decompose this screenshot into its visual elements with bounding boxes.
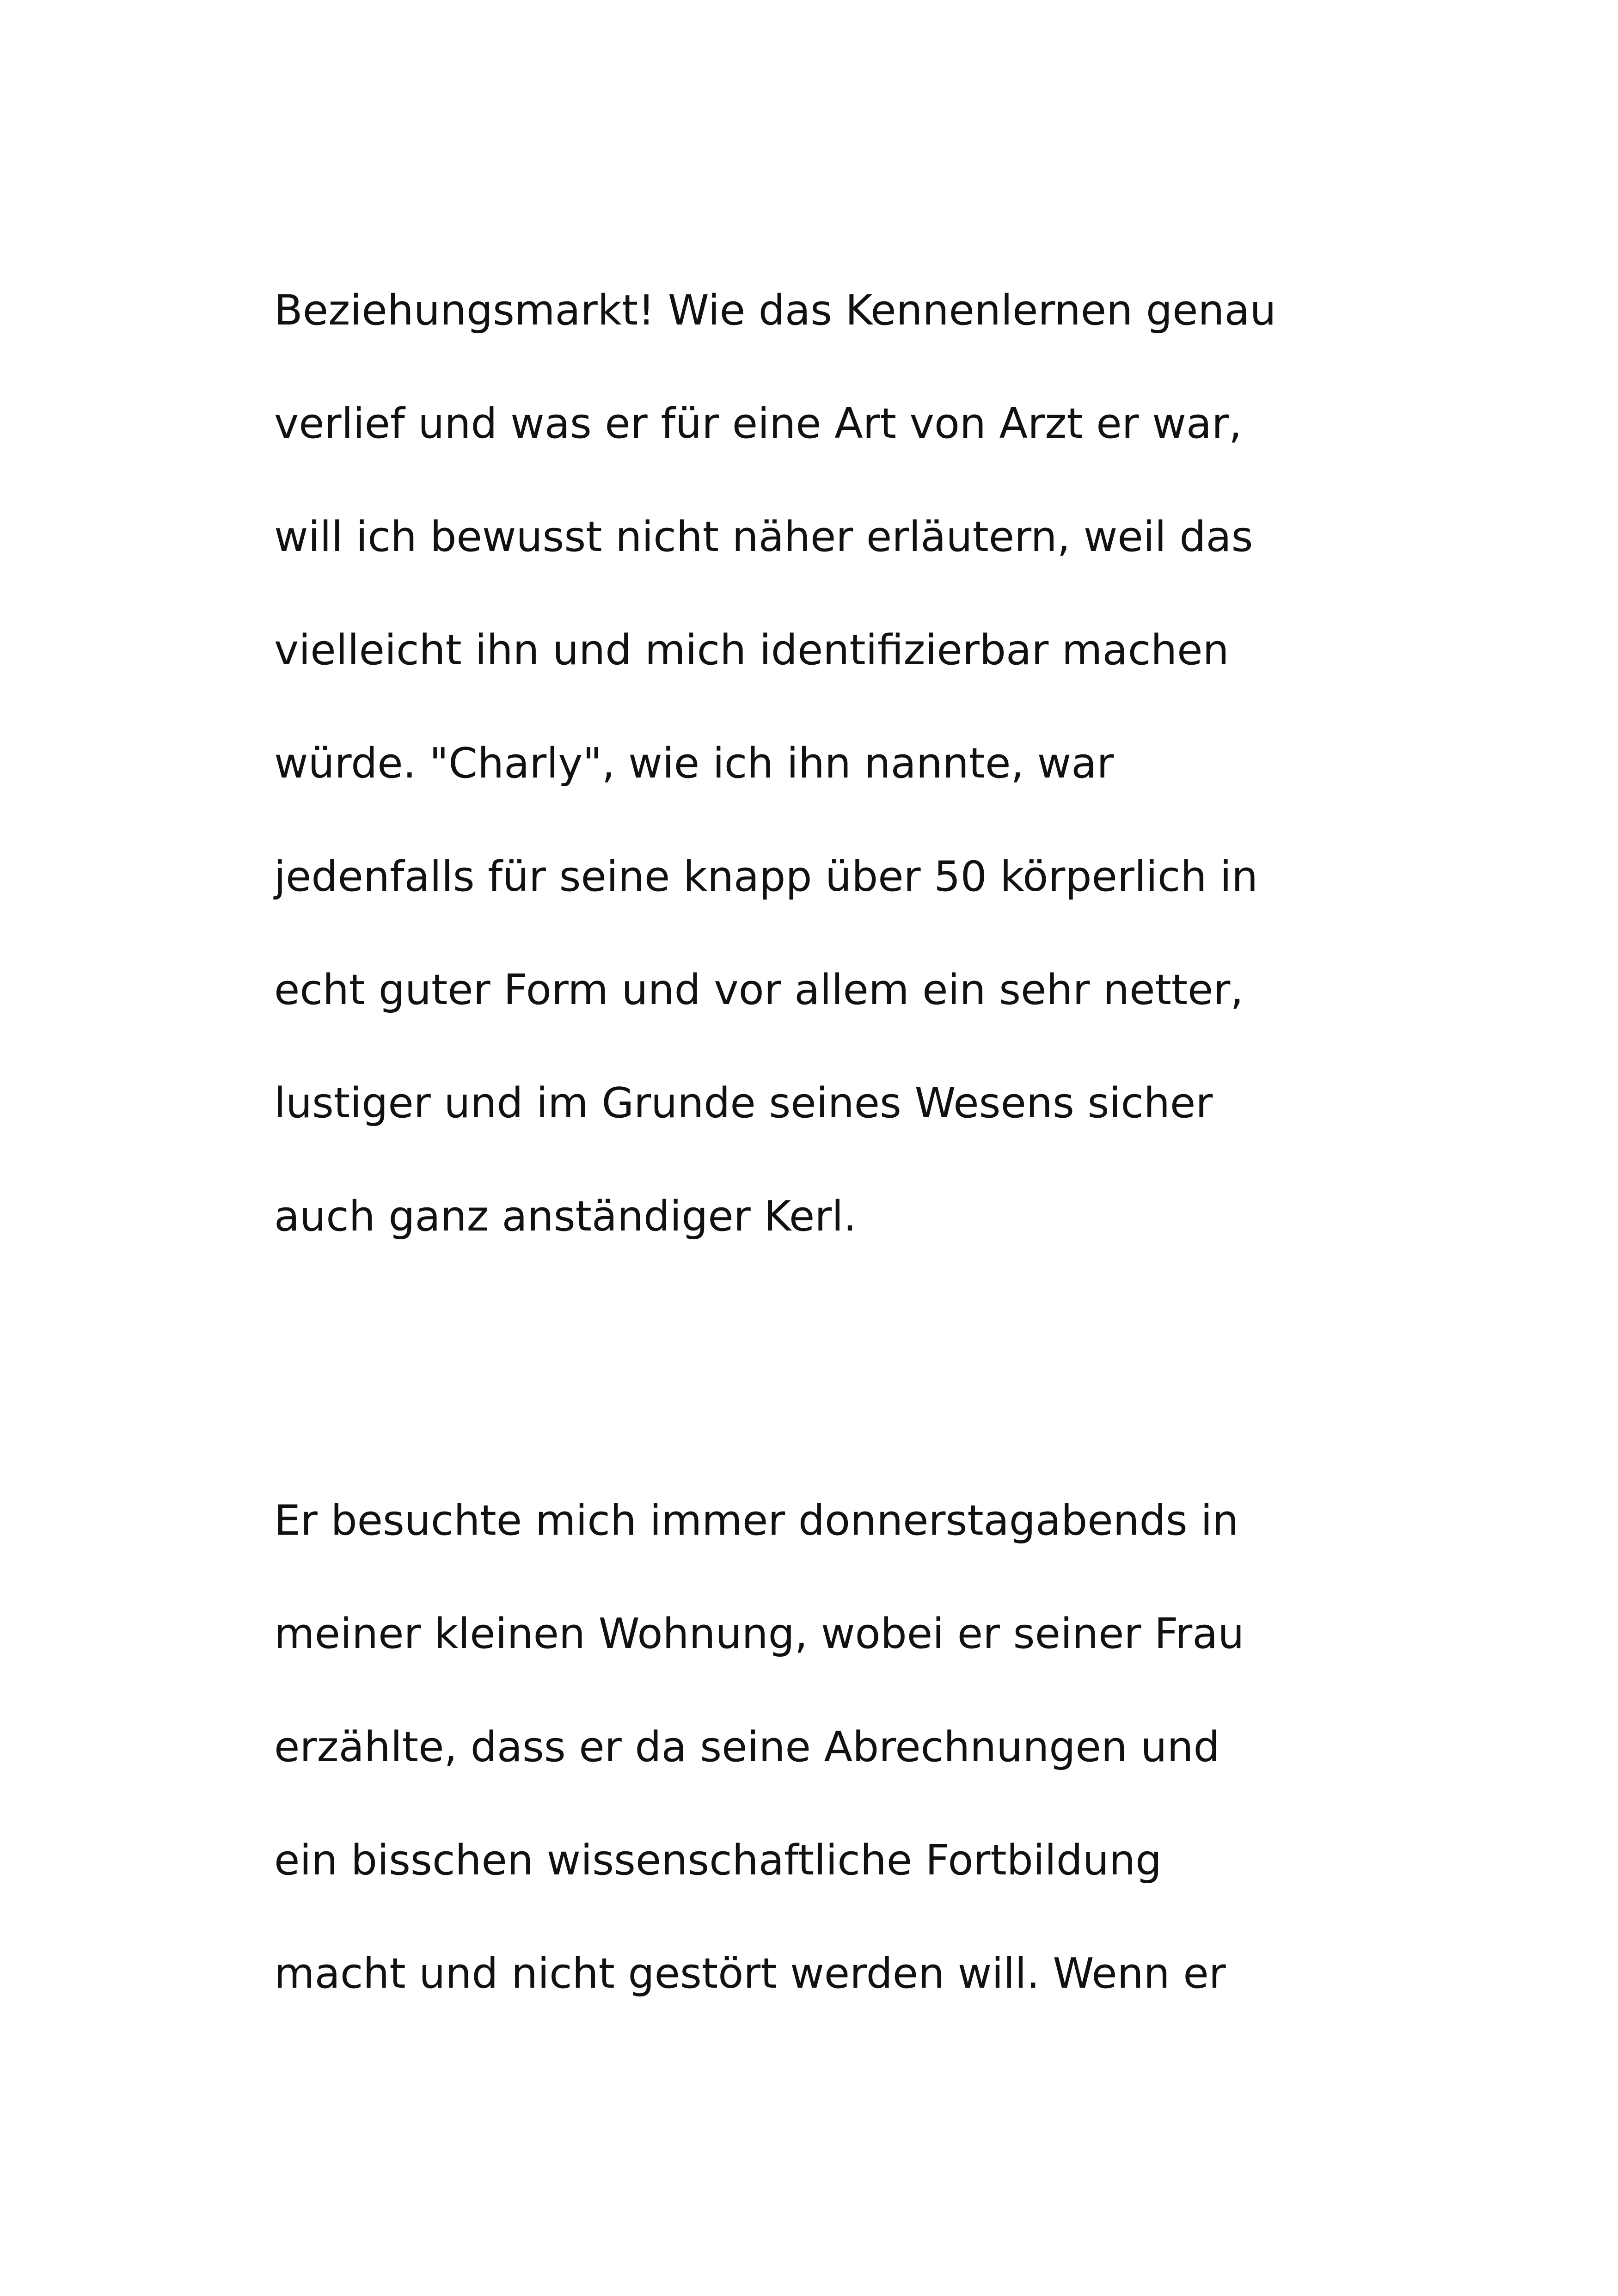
text-line: jedenfalls für seine knapp über 50 körperlich in [274, 852, 1258, 901]
text-line: will ich bewusst nicht näher erläutern, weil das [274, 513, 1253, 561]
text-line: lustiger und im Grunde seines Wesens sicher [274, 1079, 1213, 1127]
text-line: macht und nicht gestört werden will. Wenn er [274, 1949, 1226, 1998]
text-line: echt guter Form und vor allem ein sehr netter, [274, 966, 1244, 1014]
text-line: Beziehungsmarkt! Wie das Kennenlernen genau [274, 286, 1276, 335]
text-line: auch ganz anständiger Kerl. [274, 1192, 857, 1241]
text-line: verlief und was er für eine Art von Arzt er war, [274, 399, 1242, 448]
text-line: meiner kleinen Wohnung, wobei er seiner Frau [274, 1610, 1244, 1658]
text-line: ein bisschen wissenschaftliche Fortbildung [274, 1836, 1162, 1885]
text-line: Er besuchte mich immer donnerstagabends in [274, 1496, 1239, 1545]
text-line: vielleicht ihn und mich identifizierbar machen [274, 626, 1229, 674]
text-line: würde. "Charly", wie ich ihn nannte, war [274, 739, 1114, 788]
text-line: erzählte, dass er da seine Abrechnungen und [274, 1723, 1220, 1771]
